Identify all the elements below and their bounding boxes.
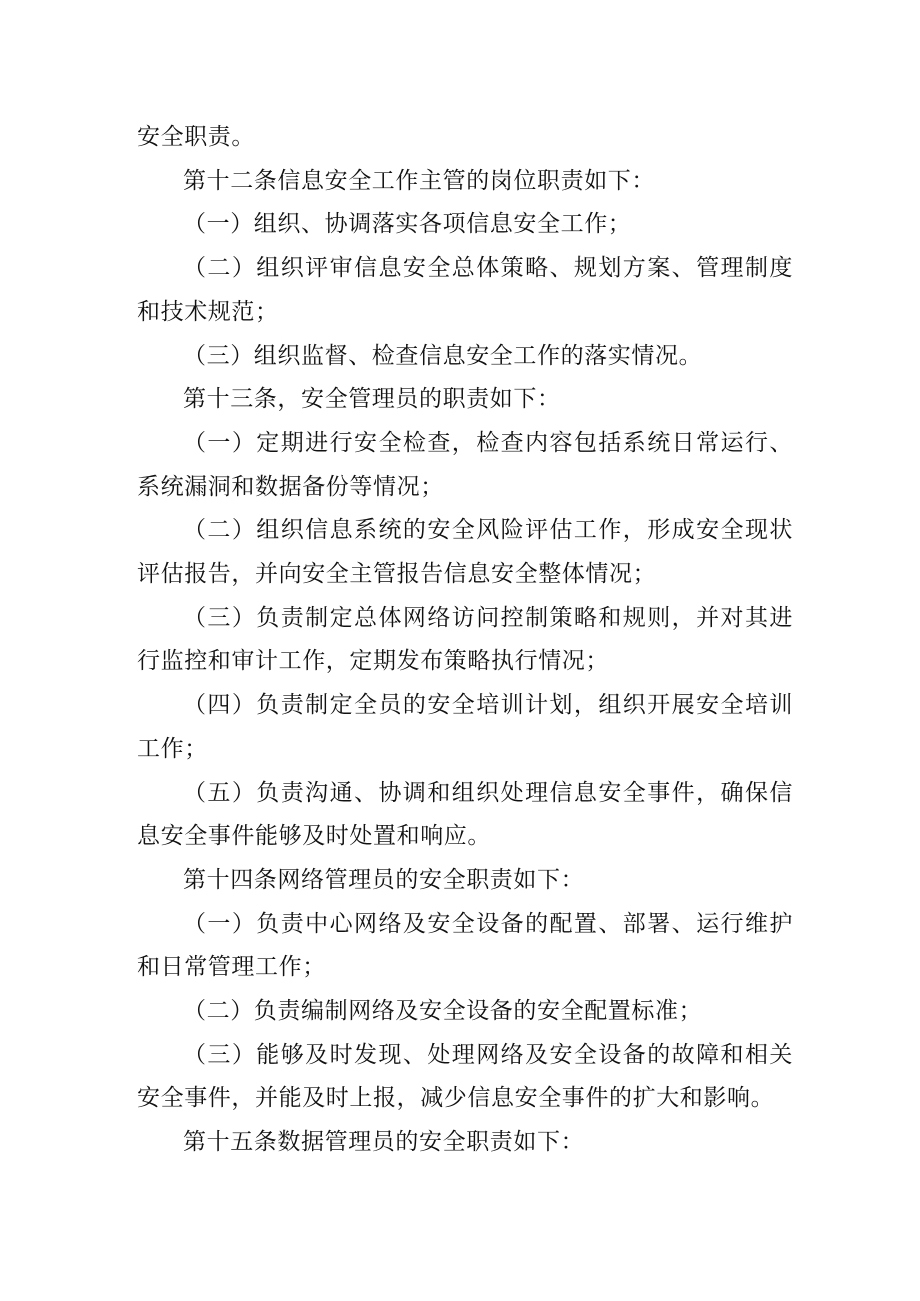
article-12-item-2: （二）组织评审信息安全总体策略、规划方案、管理制度和技术规范； <box>137 255 793 325</box>
paragraph-continuation: 安全职责。 <box>137 124 255 150</box>
article-13-heading: 第十三条，安全管理员的职责如下： <box>183 386 561 413</box>
article-12-heading: 第十二条信息安全工作主管的岗位职责如下： <box>183 167 655 194</box>
article-13-item-5: （五）负责沟通、协调和组织处理信息安全事件，确保信息安全事件能够及时处置和响应。 <box>137 779 793 850</box>
article-15-heading: 第十五条数据管理员的安全职责如下： <box>183 1129 585 1156</box>
article-14-item-3: （三）能够及时发现、处理网络及安全设备的故障和相关安全事件，并能及时上报，减少信息安全事件的扩大和影响。 <box>137 1041 793 1112</box>
article-14-item-1: （一）负责中心网络及安全设备的配置、部署、运行维护和日常管理工作； <box>137 910 793 981</box>
article-13-item-4: （四）负责制定全员的安全培训计划，组织开展安全培训工作； <box>137 692 793 762</box>
article-13-item-2: （二）组织信息系统的安全风险评估工作，形成安全现状评估报告，并向安全主管报告信息安全整体情况； <box>137 517 793 588</box>
article-13-item-1: （一）定期进行安全检查，检查内容包括系统日常运行、系统漏洞和数据备份等情况； <box>137 429 793 500</box>
article-13-item-3: （三）负责制定总体网络访问控制策略和规则，并对其进行监控和审计工作，定期发布策略执行情况； <box>137 604 793 675</box>
article-12-item-3: （三）组织监督、检查信息安全工作的落实情况。 <box>183 342 703 369</box>
article-14-heading: 第十四条网络管理员的安全职责如下： <box>183 866 585 893</box>
article-14-item-2: （二）负责编制网络及安全设备的安全配置标准； <box>183 998 703 1025</box>
document-body <box>137 116 793 1165</box>
article-12-item-1: （一）组织、协调落实各项信息安全工作； <box>183 211 632 238</box>
